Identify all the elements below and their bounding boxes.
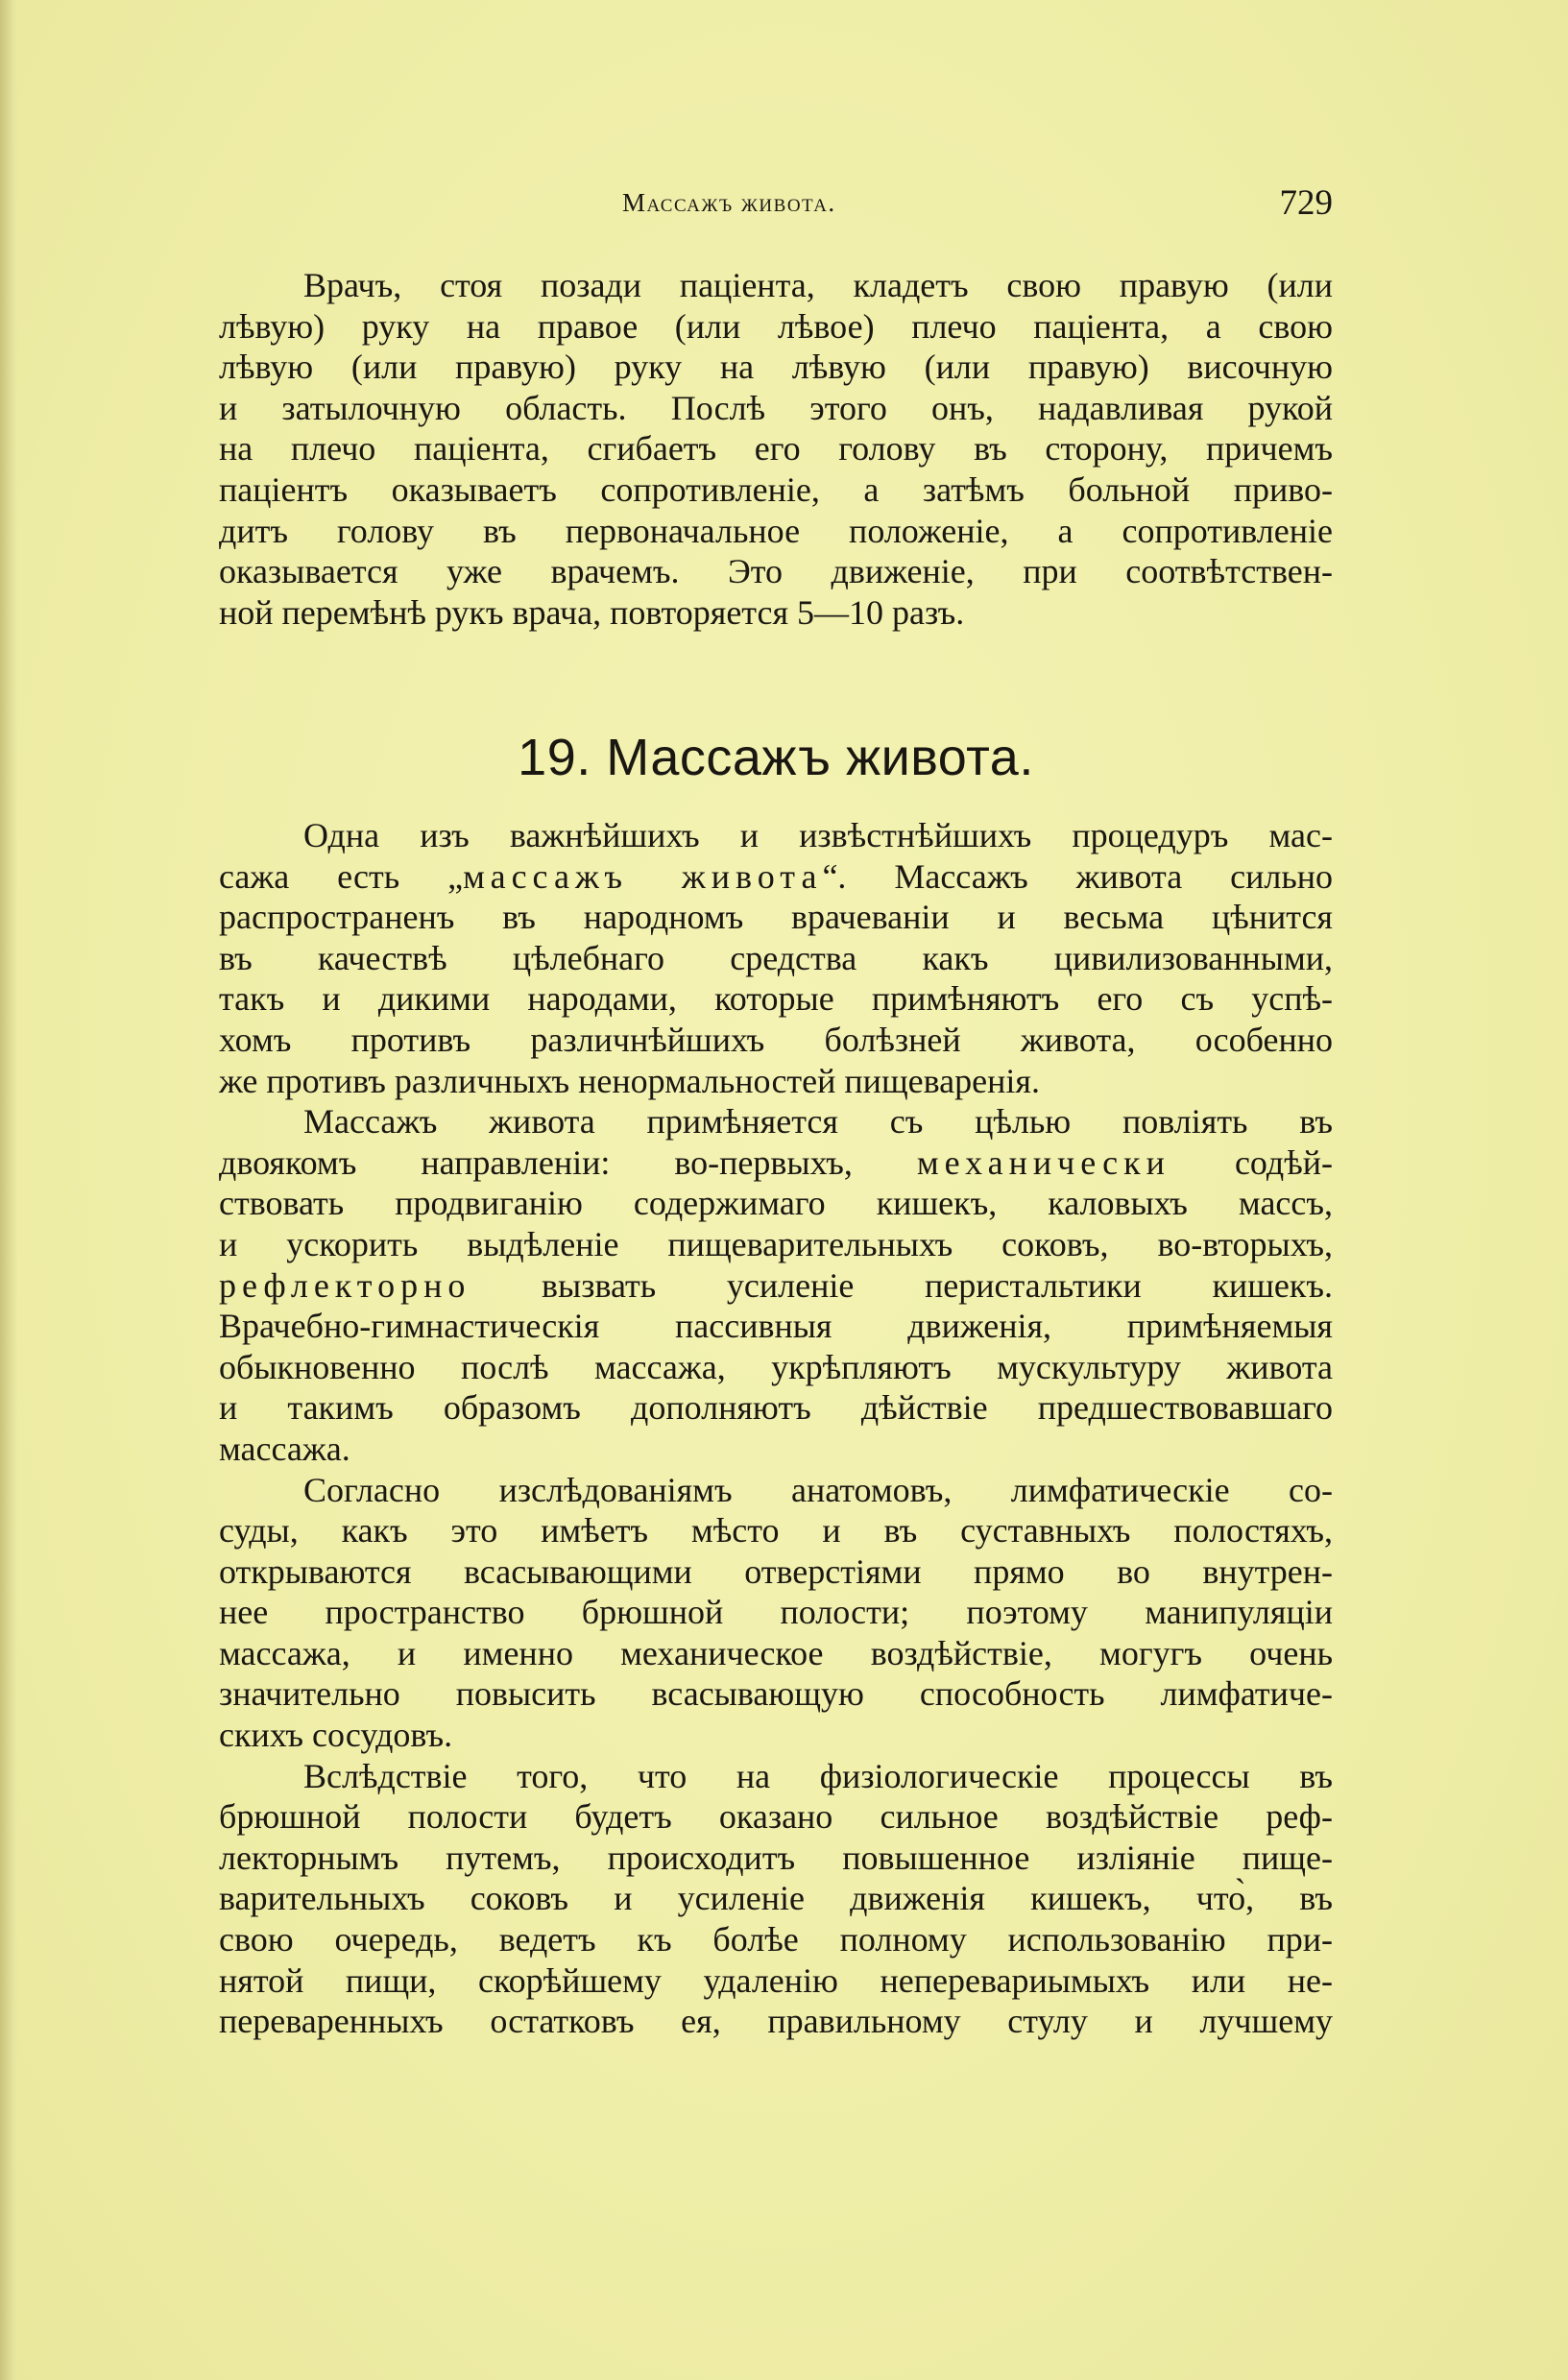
running-head [219,182,1333,230]
text-line: и ускорить выдѣленіе пищеварительныхъ соковъ, во-вторыхъ, [219,1224,1333,1263]
text-line: нее пространство брюшной полости; поэтому манипуляціи [219,1593,1333,1632]
text-line: массажа, и именно механическое воздѣйствіе, могугъ очень [219,1633,1333,1672]
text-line: значительно повысить всасывающую способность лимфатиче- [219,1674,1333,1714]
page-number: 729 [1279,183,1333,223]
intro-paragraph [219,265,1333,633]
text-line: Согласно изслѣдованіямъ анатомовъ, лимфатическіе со- [303,1470,1333,1509]
text-line: брюшной полости будетъ оказано сильное воздѣйствіе реф- [219,1797,1333,1837]
section-heading: 19. Массажъ живота. [518,729,1034,786]
text-line: лекторнымъ путемъ, происходитъ повышенное изліяніе пище- [219,1838,1333,1877]
text-line: хомъ противъ различнѣйшихъ болѣзней живота, особенно [219,1020,1333,1059]
text-line: и затылочную область. Послѣ этого онъ, надавливая рукой [219,388,1333,427]
text-fragment: “. Массажъ живота сильно [822,856,1334,896]
text-line: свою очередь, ведетъ къ болѣе полному использованію при- [219,1920,1333,1959]
text-line: Массажъ живота примѣняется съ цѣлью повліять въ [303,1102,1333,1142]
text-line: скихъ сосудовъ. [219,1716,453,1755]
text-line: массажа. [219,1429,350,1468]
text-line: обыкновенно послѣ массажа, укрѣпляютъ мускультуру живота [219,1347,1333,1386]
text-line: и такимъ образомъ дополняютъ дѣйствіе предшествовавшаго [219,1388,1333,1428]
spaced-emphasis: механически [916,1142,1170,1182]
text-line: Вслѣдствіе того, что на физіологическіе процессы въ [303,1756,1333,1795]
text-line: на плечо паціента, сгибаетъ его голову въ сторону, причемъ [219,429,1333,469]
text-line: такъ и дикими народами, которые примѣняютъ его съ успѣ- [219,979,1333,1019]
text-line: суды, какъ это имѣетъ мѣсто и въ суставныхъ полостяхъ, [219,1511,1333,1551]
text-line: въ качествѣ цѣлебнаго средства какъ цивилизованными, [219,938,1333,977]
text-line: лѣвую (или правую) руку на лѣвую (или правую) височную [219,348,1333,387]
text-line: нятой пищи, скорѣйшему удаленію неперевариымыхъ или не- [219,1960,1333,2000]
text-line: Врачебно-гимнастическія пассивныя движенія, примѣняемыя [219,1307,1333,1346]
text-line: же противъ различныхъ ненормальностей пищеваренія. [219,1061,1040,1100]
text-line [219,856,1333,898]
page-spine-shadow [0,0,17,2380]
text-line: переваренныхъ остатковъ ея, правильному стулу и лучшему [219,2002,1333,2041]
spaced-emphasis: массажъ живота [463,856,823,896]
text-line: распространенъ въ народномъ врачеваніи и весьма цѣнится [219,898,1333,937]
text-line: варительныхъ соковъ и усиленіе движенія кишекъ, что̀, въ [219,1879,1333,1918]
text-line: дитъ голову въ первоначальное положеніе, а сопротивленіе [219,511,1333,550]
text-fragment: вызвать усиленіе перистальтики кишекъ. [470,1265,1333,1305]
text-fragment: двоякомъ направленіи: во-первыхъ, [219,1142,917,1182]
text-line [219,1142,1333,1184]
text-fragment: содѣй- [1170,1142,1333,1182]
text-line [219,1265,1333,1307]
text-line: лѣвую) руку на правое (или лѣвое) плечо паціента, а свою [219,306,1333,346]
text-fragment: сажа есть „ [219,856,464,896]
text-line: оказывается уже врачемъ. Это движеніе, при соотвѣтствен- [219,552,1333,591]
running-title: Массажъ живота. [622,188,836,217]
text-line: паціентъ оказываетъ сопротивленіе, а затѣмъ больной приво- [219,469,1333,509]
spaced-emphasis: рефлекторно [219,1265,471,1305]
text-line: открываются всасывающими отверстіями прямо во внутрен- [219,1551,1333,1591]
text-line: Врачъ, стоя позади паціента, кладетъ свою правую (или [303,266,1333,304]
text-line: ствовать продвиганію содержимаго кишекъ, каловыхъ массъ, [219,1184,1333,1223]
section-body [219,815,1333,2042]
text-line: Одна изъ важнѣйшихъ и извѣстнѣйшихъ процедуръ мас- [303,816,1333,854]
text-line: ной перемѣнѣ рукъ врача, повторяется 5—10 разъ. [219,592,965,632]
